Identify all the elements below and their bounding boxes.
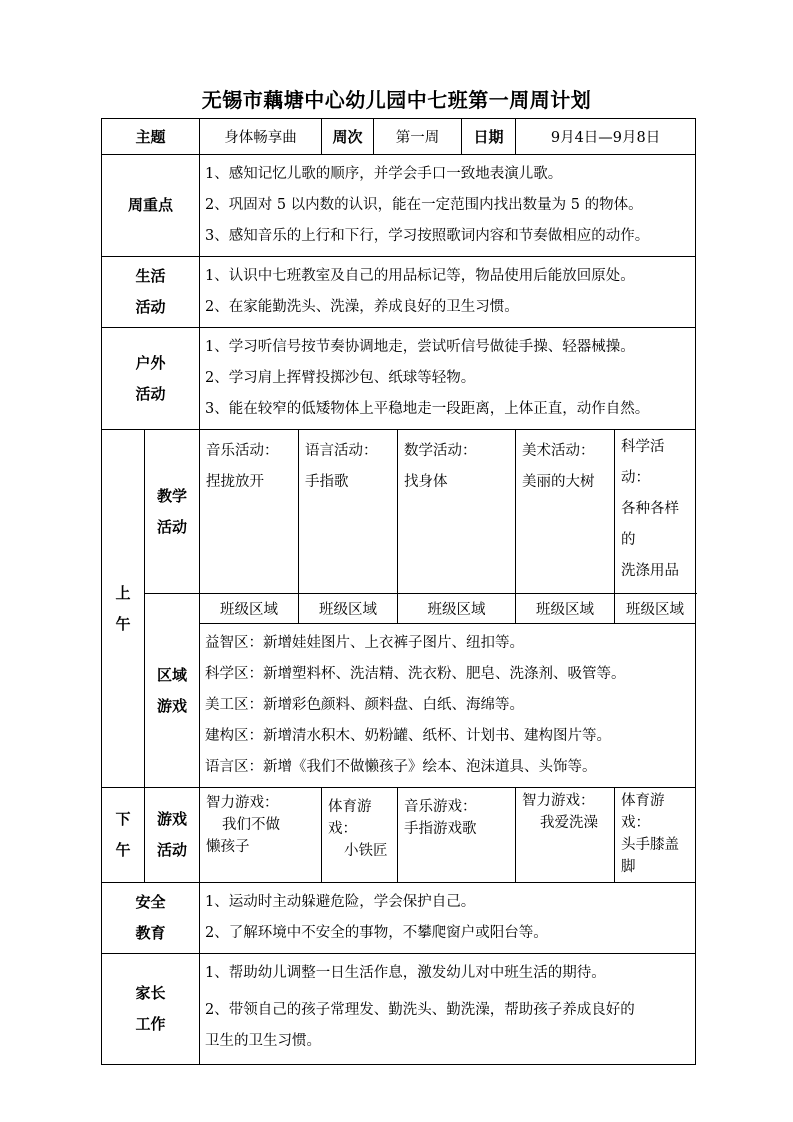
teaching-cell (615, 430, 696, 594)
area-header: 班级区域 (299, 594, 398, 624)
week-label: 周次 (322, 119, 374, 155)
life-label-line: 生活 (135, 267, 166, 285)
area-header: 班级区域 (615, 594, 696, 624)
teaching-cell-line: 洗涤用品 (621, 563, 680, 579)
teaching-cell-line: 捏拢放开 (206, 474, 265, 490)
area-header-row (102, 594, 696, 624)
teaching-cell-line: 美术活动： (522, 443, 595, 459)
game-cell-line: 智力游戏： (206, 795, 279, 811)
area-content (200, 624, 696, 788)
parents-row (102, 954, 696, 1065)
area-header: 班级区域 (200, 594, 299, 624)
morning-label-line: 午 (115, 614, 131, 633)
game-cell-line: 我爱洗澡 (540, 815, 599, 831)
safety-row (102, 883, 696, 954)
game-label-line: 游戏 (157, 810, 188, 828)
safety-line: 2、了解环境中不安全的事物，不攀爬窗户或阳台等。 (205, 925, 548, 941)
outdoor-line: 2、学习肩上挥臂投掷沙包、纸球等轻物。 (205, 370, 476, 386)
teaching-cell (516, 430, 615, 594)
teaching-cell-line: 手指歌 (305, 474, 349, 490)
focus-row (102, 155, 696, 257)
theme-label: 主题 (102, 119, 200, 155)
safety-label-line: 教育 (135, 924, 166, 942)
game-cell-line: 智力游戏： (522, 793, 595, 809)
parents-line: 2、带领自己的孩子常理发、勤洗头、勤洗澡，帮助孩子养成良好的 (205, 1002, 635, 1018)
morning-label (102, 430, 145, 788)
outdoor-label-line: 活动 (135, 384, 166, 403)
area-label-line: 区域 (157, 665, 188, 684)
focus-line: 2、巩固对 5 以内数的认识，能在一定范围内找出数量为 5 的物体。 (205, 197, 643, 213)
teaching-label-line: 教学 (157, 486, 188, 505)
parents-label (102, 954, 200, 1065)
parents-line: 1、帮助幼儿调整一日生活作息，激发幼儿对中班生活的期待。 (205, 965, 606, 981)
date-label: 日期 (462, 119, 516, 155)
area-line: 益智区：新增娃娃图片、上衣裤子图片、纽扣等。 (205, 635, 525, 651)
page-title: 无锡市藕塘中心幼儿园中七班第一周周计划 (201, 88, 592, 112)
weekly-plan-table (101, 118, 696, 1065)
parents-line: 卫生的卫生习惯。 (205, 1033, 322, 1049)
game-label-line: 活动 (157, 841, 188, 859)
teaching-cell-line: 各种各样的 (621, 501, 680, 548)
area-header: 班级区域 (516, 594, 615, 624)
game-cell-line: 懒孩子 (206, 839, 250, 855)
game-cell (200, 788, 322, 883)
teaching-cell-line: 美丽的大树 (522, 474, 595, 490)
morning-label-line: 上 (115, 583, 131, 602)
teaching-label (145, 430, 200, 594)
area-line: 建构区：新增清水积木、奶粉罐、纸杯、计划书、建构图片等。 (205, 728, 612, 744)
game-cell-line: 体育游戏： (621, 793, 665, 831)
game-cell-line: 手指游戏歌 (404, 821, 477, 837)
outdoor-content (200, 328, 696, 430)
outdoor-line: 3、能在较窄的低矮物体上平稳地走一段距离，上体正直，动作自然。 (205, 401, 650, 417)
life-line: 2、在家能勤洗头、洗澡，养成良好的卫生习惯。 (205, 299, 519, 315)
game-cell-line: 小铁匠 (344, 843, 388, 859)
afternoon-label-line: 午 (115, 841, 131, 859)
afternoon-row (102, 788, 696, 883)
parents-label-line: 家长 (135, 984, 166, 1002)
game-cell-line: 我们不做 (222, 817, 281, 833)
game-cell (322, 788, 398, 883)
parents-content (200, 954, 696, 1065)
theme-value: 身体畅享曲 (200, 119, 322, 155)
safety-line: 1、运动时主动躲避危险，学会保护自己。 (205, 894, 476, 910)
date-value: 9月4日—9月8日 (516, 119, 696, 155)
teaching-cell (398, 430, 516, 594)
area-line: 科学区：新增塑料杯、洗洁精、洗衣粉、肥皂、洗涤剂、吸管等。 (205, 666, 626, 682)
outdoor-label-line: 户外 (135, 353, 166, 372)
game-cell-line: 体育游戏： (328, 799, 372, 837)
focus-content (200, 155, 696, 257)
game-cell-line: 头手膝盖脚 (621, 837, 680, 875)
outdoor-label (102, 328, 200, 430)
life-label-line: 活动 (135, 298, 166, 316)
area-line: 美工区：新增彩色颜料、颜料盘、白纸、海绵等。 (205, 697, 525, 713)
life-content (200, 257, 696, 328)
teaching-cell-line: 音乐活动： (206, 443, 279, 459)
safety-content (200, 883, 696, 954)
game-cell-line: 音乐游戏： (404, 799, 477, 815)
teaching-cell-line: 语言活动： (305, 443, 378, 459)
game-cell (398, 788, 516, 883)
focus-label: 周重点 (102, 155, 200, 257)
teaching-cell (299, 430, 398, 594)
safety-label (102, 883, 200, 954)
focus-line: 1、感知记忆儿歌的顺序，并学会手口一致地表演儿歌。 (205, 166, 563, 182)
teaching-cell-line: 找身体 (404, 474, 448, 490)
parents-label-line: 工作 (135, 1015, 166, 1033)
life-row (102, 257, 696, 328)
game-cell (615, 788, 696, 883)
outdoor-row (102, 328, 696, 430)
week-value: 第一周 (374, 119, 462, 155)
afternoon-label (102, 788, 145, 883)
life-label (102, 257, 200, 328)
teaching-cell-line: 数学活动： (404, 443, 477, 459)
teaching-row (102, 430, 696, 594)
game-cell (516, 788, 615, 883)
life-line: 1、认识中七班教室及自己的用品标记等，物品使用后能放回原处。 (205, 268, 635, 284)
teaching-cell-line: 科学活动： (621, 439, 665, 486)
area-line: 语言区：新增《我们不做懒孩子》绘本、泡沫道具、头饰等。 (205, 759, 597, 775)
afternoon-label-line: 下 (115, 810, 131, 828)
teaching-cell (200, 430, 299, 594)
area-label (145, 594, 200, 788)
header-row (102, 119, 696, 155)
safety-label-line: 安全 (135, 893, 166, 911)
game-label (145, 788, 200, 883)
teaching-label-line: 活动 (157, 517, 188, 536)
focus-line: 3、感知音乐的上行和下行，学习按照歌词内容和节奏做相应的动作。 (205, 228, 650, 244)
area-label-line: 游戏 (157, 696, 188, 715)
outdoor-line: 1、学习听信号按节奏协调地走，尝试听信号做徒手操、轻器械操。 (205, 339, 635, 355)
area-header: 班级区域 (398, 594, 516, 624)
